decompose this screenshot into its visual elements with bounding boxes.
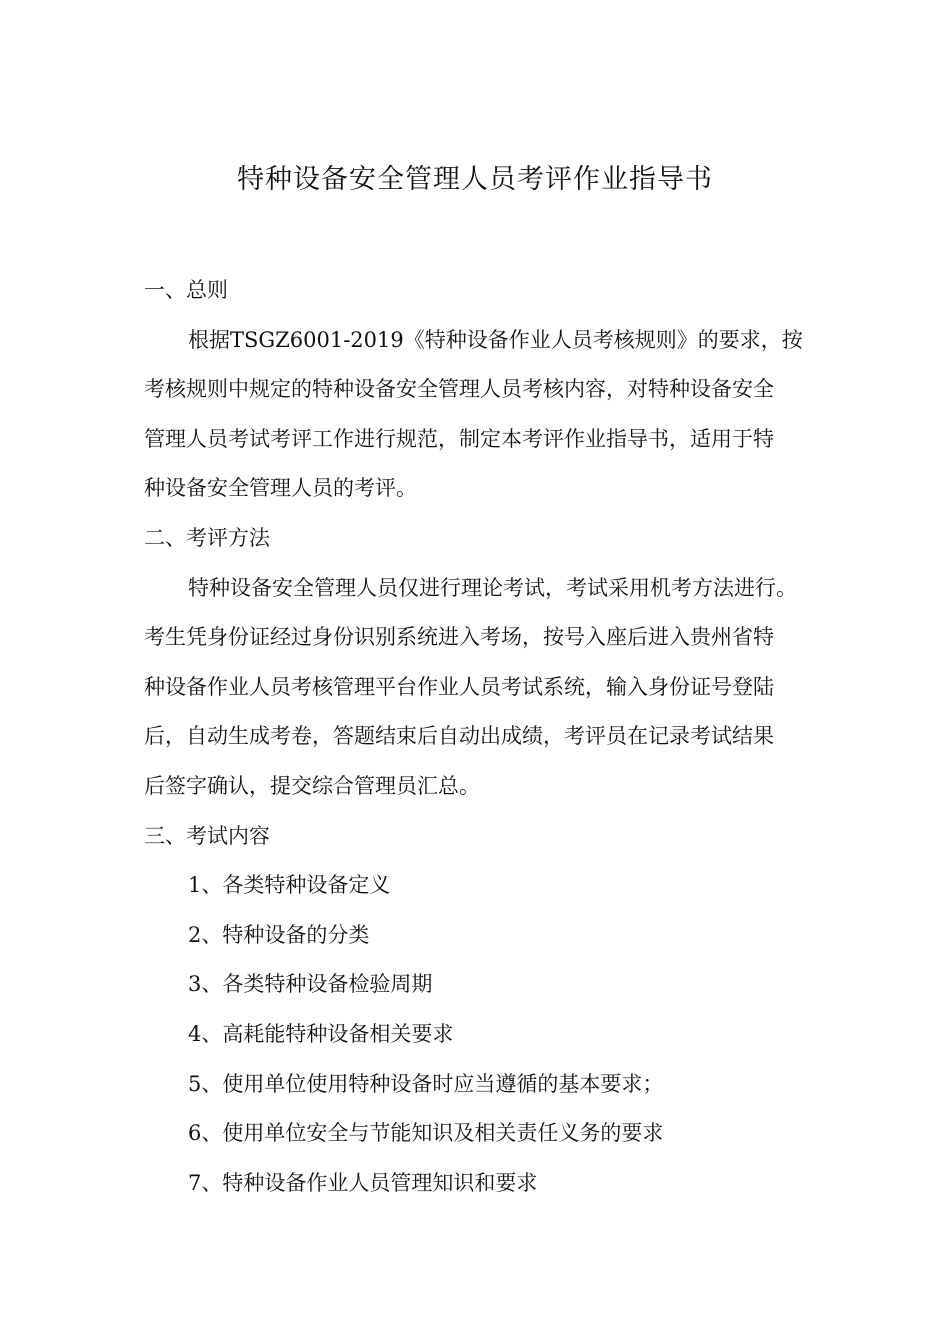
list-item: 5、使用单位使用特种设备时应当遵循的基本要求；: [188, 1071, 664, 1096]
paragraph-line: 种设备安全管理人员的考评。: [144, 476, 417, 501]
paragraph-line: 考生凭身份证经过身份识别系统进入考场，按号入座后进入贵州省特: [144, 625, 774, 650]
section-heading-general: 一、总则: [144, 278, 228, 302]
list-item: 7、特种设备作业人员管理知识和要求: [188, 1170, 538, 1195]
document-body: [144, 266, 814, 1208]
list-item: 1、各类特种设备定义: [188, 873, 391, 898]
list-item: 2、特种设备的分类: [188, 922, 370, 947]
list-item: 6、使用单位安全与节能知识及相关责任义务的要求: [188, 1121, 664, 1146]
list-item: 3、各类特种设备检验周期: [188, 972, 433, 997]
paragraph-line: 特种设备安全管理人员仅进行理论考试，考试采用机考方法进行。: [188, 575, 797, 600]
document-title: 特种设备安全管理人员考评作业指导书: [237, 164, 713, 195]
paragraph-line: 根据TSGZ6001-2019《特种设备作业人员考核规则》的要求，按: [188, 327, 803, 352]
paragraph-line: 后，自动生成考卷，答题结束后自动出成绩，考评员在记录考试结果: [144, 724, 774, 749]
paragraph-line: 管理人员考试考评工作进行规范，制定本考评作业指导书，适用于特: [144, 426, 774, 451]
paragraph-line: 种设备作业人员考核管理平台作业人员考试系统，输入身份证号登陆: [144, 674, 774, 699]
paragraph-line: 考核规则中规定的特种设备安全管理人员考核内容，对特种设备安全: [144, 377, 774, 402]
list-item: 4、高耗能特种设备相关要求: [188, 1021, 454, 1046]
section-heading-method: 二、考评方法: [144, 525, 270, 550]
section-heading-content: 三、考试内容: [144, 823, 270, 848]
paragraph-line: 后签字确认，提交综合管理员汇总。: [144, 773, 480, 798]
